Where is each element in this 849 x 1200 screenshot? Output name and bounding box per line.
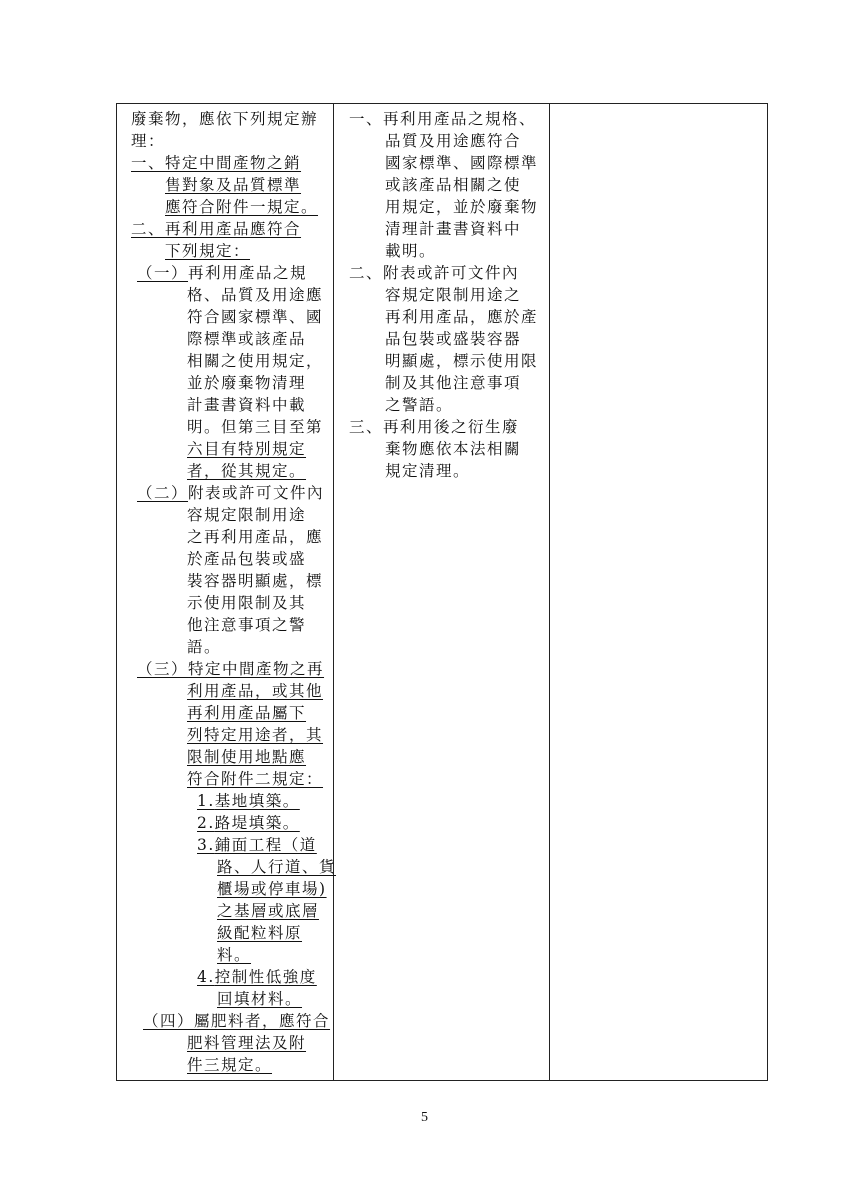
text-line: 2.路堤填築。 [197,814,300,832]
text-line: 用規定，並於廢棄物 [385,198,539,216]
text-line: 載明。 [385,242,437,260]
text-line: 相關之使用規定， [187,352,324,370]
text-line: 者，從其規定。 [187,462,307,480]
text-line: （四）屬肥料者，應符合 [143,1012,331,1030]
text-line: 一、特定中間產物之銷 [131,154,302,172]
text-line: 二、附表或許可文件內 [349,264,520,282]
text-line: 級配粒料原 [217,924,303,942]
text-line: 廢棄物，應依下列規定辦 [131,110,319,128]
text-line: 4.控制性低強度 [197,968,317,986]
text-line: 3.鋪面工程（道 [197,836,317,854]
text-line: （二）附表或許可文件內 [137,484,325,502]
text-line: 三、再利用後之衍生廢 [349,418,520,436]
text-line: 理： [131,132,166,150]
text-line: 應符合附件一規定。 [165,198,319,216]
text-line: 品包裝或盛裝容器 [385,330,522,348]
text-line: 回填材料。 [217,990,303,1008]
text-line: 櫃場或停車場) [217,880,327,898]
text-line: 制及其他注意事項 [385,374,522,392]
text-line: （三）特定中間產物之再 [137,660,325,678]
text-line: 符合國家標準、國 [187,308,324,326]
text-line: 下列規定： [165,242,251,260]
text-line: 明顯處，標示使用限 [385,352,539,370]
text-line: 之再利用產品，應 [187,528,324,546]
text-line: 計畫書資料中載 [187,396,307,414]
text-line: 路、人行道、貨 [217,858,337,876]
text-line: 示使用限制及其 [187,594,307,612]
text-line: 容規定限制用途 [187,506,307,524]
text-line: 之基層或底層 [217,902,320,920]
text-line: 裝容器明顯處，標 [187,572,324,590]
text-line: 售對象及品質標準 [165,176,302,194]
text-line: 並於廢棄物清理 [187,374,307,392]
text-line: 件三規定。 [187,1056,273,1074]
text-line: 容規定限制用途之 [385,286,522,304]
text-line: 之警語。 [385,396,454,414]
text-line: 或該產品相關之使 [385,176,522,194]
text-line: 利用產品，或其他 [187,682,324,700]
text-line: 規定清理。 [385,462,471,480]
page-number: 5 [421,1110,428,1125]
text-line: 列特定用途者，其 [187,726,324,744]
text-line: 一、再利用產品之規格、 [349,110,537,128]
text-line: 於產品包裝或盛 [187,550,307,568]
text-line: 清理計畫書資料中 [385,220,522,238]
text-line: 二、再利用產品應符合 [131,220,302,238]
column-divider [333,104,334,1080]
text-line: 限制使用地點應 [187,748,307,766]
text-line: 肥料管理法及附 [187,1034,307,1052]
text-line: 明。但第三目至第 [187,418,324,436]
text-line: 再利用產品屬下 [187,704,307,722]
text-line: 他注意事項之警 [187,616,307,634]
text-line: 棄物應依本法相關 [385,440,522,458]
text-line: 品質及用途應符合 [385,132,522,150]
text-line: 再利用產品，應於產 [385,308,539,326]
comparison-table [116,103,768,1081]
text-line: 料。 [217,946,252,964]
text-line: 1.基地填築。 [197,792,300,810]
text-line: （一）再利用產品之規 [137,264,308,282]
column-divider [549,104,550,1080]
text-line: 語。 [187,638,222,656]
text-line: 格、品質及用途應 [187,286,324,304]
text-line: 六目有特別規定 [187,440,307,458]
text-line: 際標準或該產品 [187,330,307,348]
text-line: 符合附件二規定： [187,770,324,788]
text-line: 國家標準、國際標準 [385,154,539,172]
